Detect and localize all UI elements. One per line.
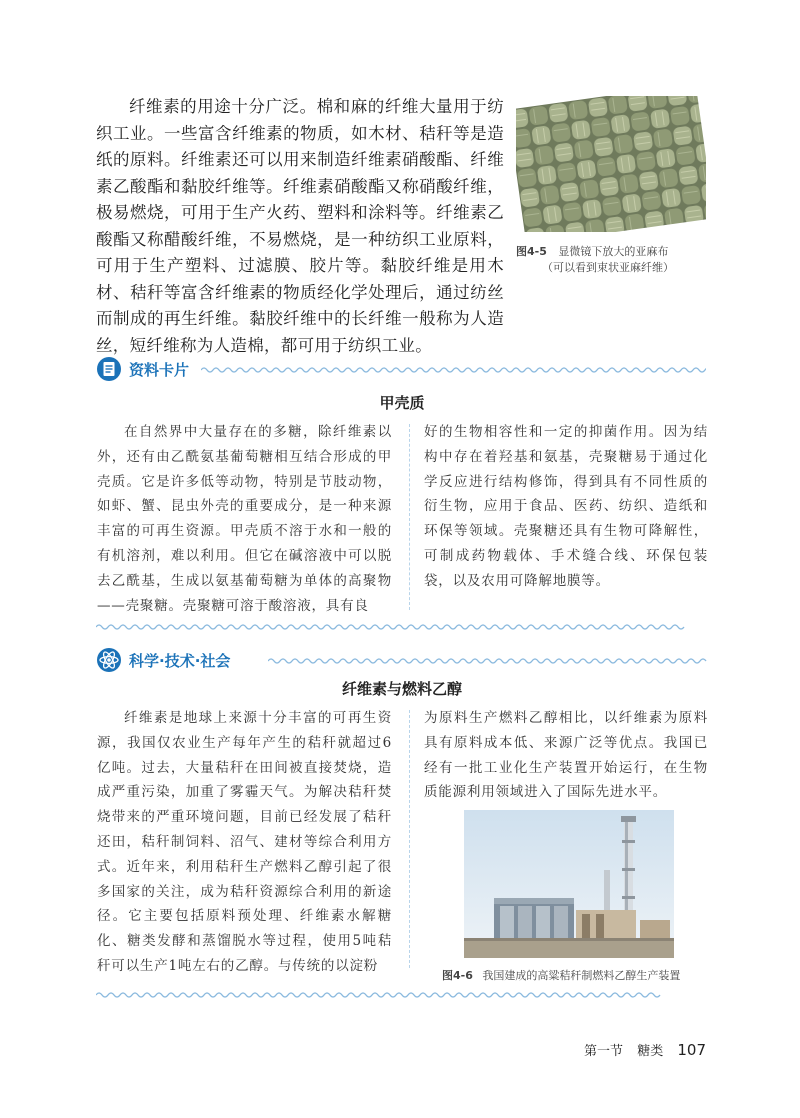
box1-column1: 在自然界中大量存在的多糖，除纤维素以外，还有由乙酰氨基葡萄糖相互结合形成的甲壳质。它是许多低等动物，特别是节肢动物，如虾、蟹、昆虫外壳的重要成分，是一种来源丰富的可再生资源。甲壳质不溶于水和一般的有机溶剂，难以利用。但它在碱溶液中可以脱去乙酰基，生成以氨基葡萄糖为单体的高聚物——壳聚糖。壳聚糖可溶于酸溶液，具有良 — [97, 424, 392, 614]
box1-bottom-rule — [96, 622, 708, 632]
box1-column-divider — [409, 424, 410, 610]
box1-header — [96, 356, 708, 382]
box1-label: 资料卡片 — [129, 361, 190, 379]
document-icon — [96, 356, 122, 382]
box1-title: 甲壳质 — [379, 394, 425, 412]
box2-column-divider — [409, 710, 410, 968]
box2-wavy-rule — [268, 656, 708, 666]
figure-4-5-caption — [516, 244, 716, 276]
page-footer — [584, 1040, 706, 1059]
atom-icon — [96, 647, 122, 673]
box2-header — [96, 647, 708, 673]
footer-chapter: 糖类 — [637, 1044, 664, 1059]
footer-section: 第一节 — [584, 1044, 624, 1059]
box2-column1: 纤维素是地球上来源十分丰富的可再生资源，我国仅农业生产每年产生的秸秆就超过6亿吨。过去，大量秸秆在田间被直接焚烧，造成严重污染，加重了雾霾天气。为解决秸秆焚烧带来的严重环境问题，目前已经发展了秸秆还田，秸秆制饲料、沼气、建材等综合利用方式。近年来，利用秸秆生产燃料乙醇引起了很多国家的关注，成为秸秆资源综合利用的新途径。它主要包括原料预处理、纤维素水解糖化、糖类发酵和蒸馏脱水等过程，使用5吨秸秆可以生产1吨左右的乙醇。与传统的以淀粉 — [97, 710, 392, 974]
figure-4-6-caption-text: 我国建成的高粱秸秆制燃料乙醇生产装置 — [482, 969, 681, 982]
figure-4-5-number: 图4-5 — [516, 245, 547, 258]
box1-wavy-rule — [201, 365, 706, 375]
figure-4-5-caption-line2: （可以看到束状亚麻纤维） — [542, 261, 674, 274]
figure-4-6-number: 图4-6 — [442, 969, 473, 982]
ethanol-plant-image — [464, 810, 674, 958]
figure-4-6-caption — [442, 968, 712, 984]
intro-paragraph: 纤维素的用途十分广泛。棉和麻的纤维大量用于纺织工业。一些富含纤维素的物质，如木材、秸秆等是造纸的原料。纤维素还可以用来制造纤维素硝酸酯、纤维素乙酸酯和黏胶纤维等。纤维素硝酸酯又称硝酸纤维，极易燃烧，可用于生产火药、塑料和涂料等。纤维素乙酸酯又称醋酸纤维，不易燃烧，是一种纺织工业原料，可用于生产塑料、过滤膜、胶片等。黏胶纤维是用木材、秸秆等富含纤维素的物质经化学处理后，通过纺丝而制成的再生纤维。黏胶纤维中的长纤维一般称为人造丝，短纤维称为人造棉，都可用于纺织工业。 — [96, 97, 504, 355]
box2-column2: 为原料生产燃料乙醇相比，以纤维素为原料具有原料成本低、来源广泛等优点。我国已经有一批工业化生产装置开始运行，在生物质能源利用领域进入了国际先进水平。 — [424, 710, 708, 801]
factory-photo — [464, 810, 674, 958]
page-number: 107 — [677, 1041, 706, 1059]
box2-label: 科学·技术·社会 — [129, 652, 231, 670]
figure-4-5-caption-line1: 显微镜下放大的亚麻布 — [558, 245, 669, 258]
linen-photo — [516, 96, 706, 232]
box2-bottom-rule — [96, 990, 708, 1000]
linen-weave-image — [516, 96, 706, 232]
box2-title: 纤维素与燃料乙醇 — [341, 680, 462, 698]
box1-column2: 好的生物相容性和一定的抑菌作用。因为结构中存在着羟基和氨基，壳聚糖易于通过化学反应进行结构修饰，得到具有不同性质的衍生物，应用于食品、医药、纺织、造纸和环保等领域。壳聚糖还具有生物可降解性，可制成药物载体、手术缝合线、环保包装袋，以及农用可降解地膜等。 — [424, 424, 708, 589]
